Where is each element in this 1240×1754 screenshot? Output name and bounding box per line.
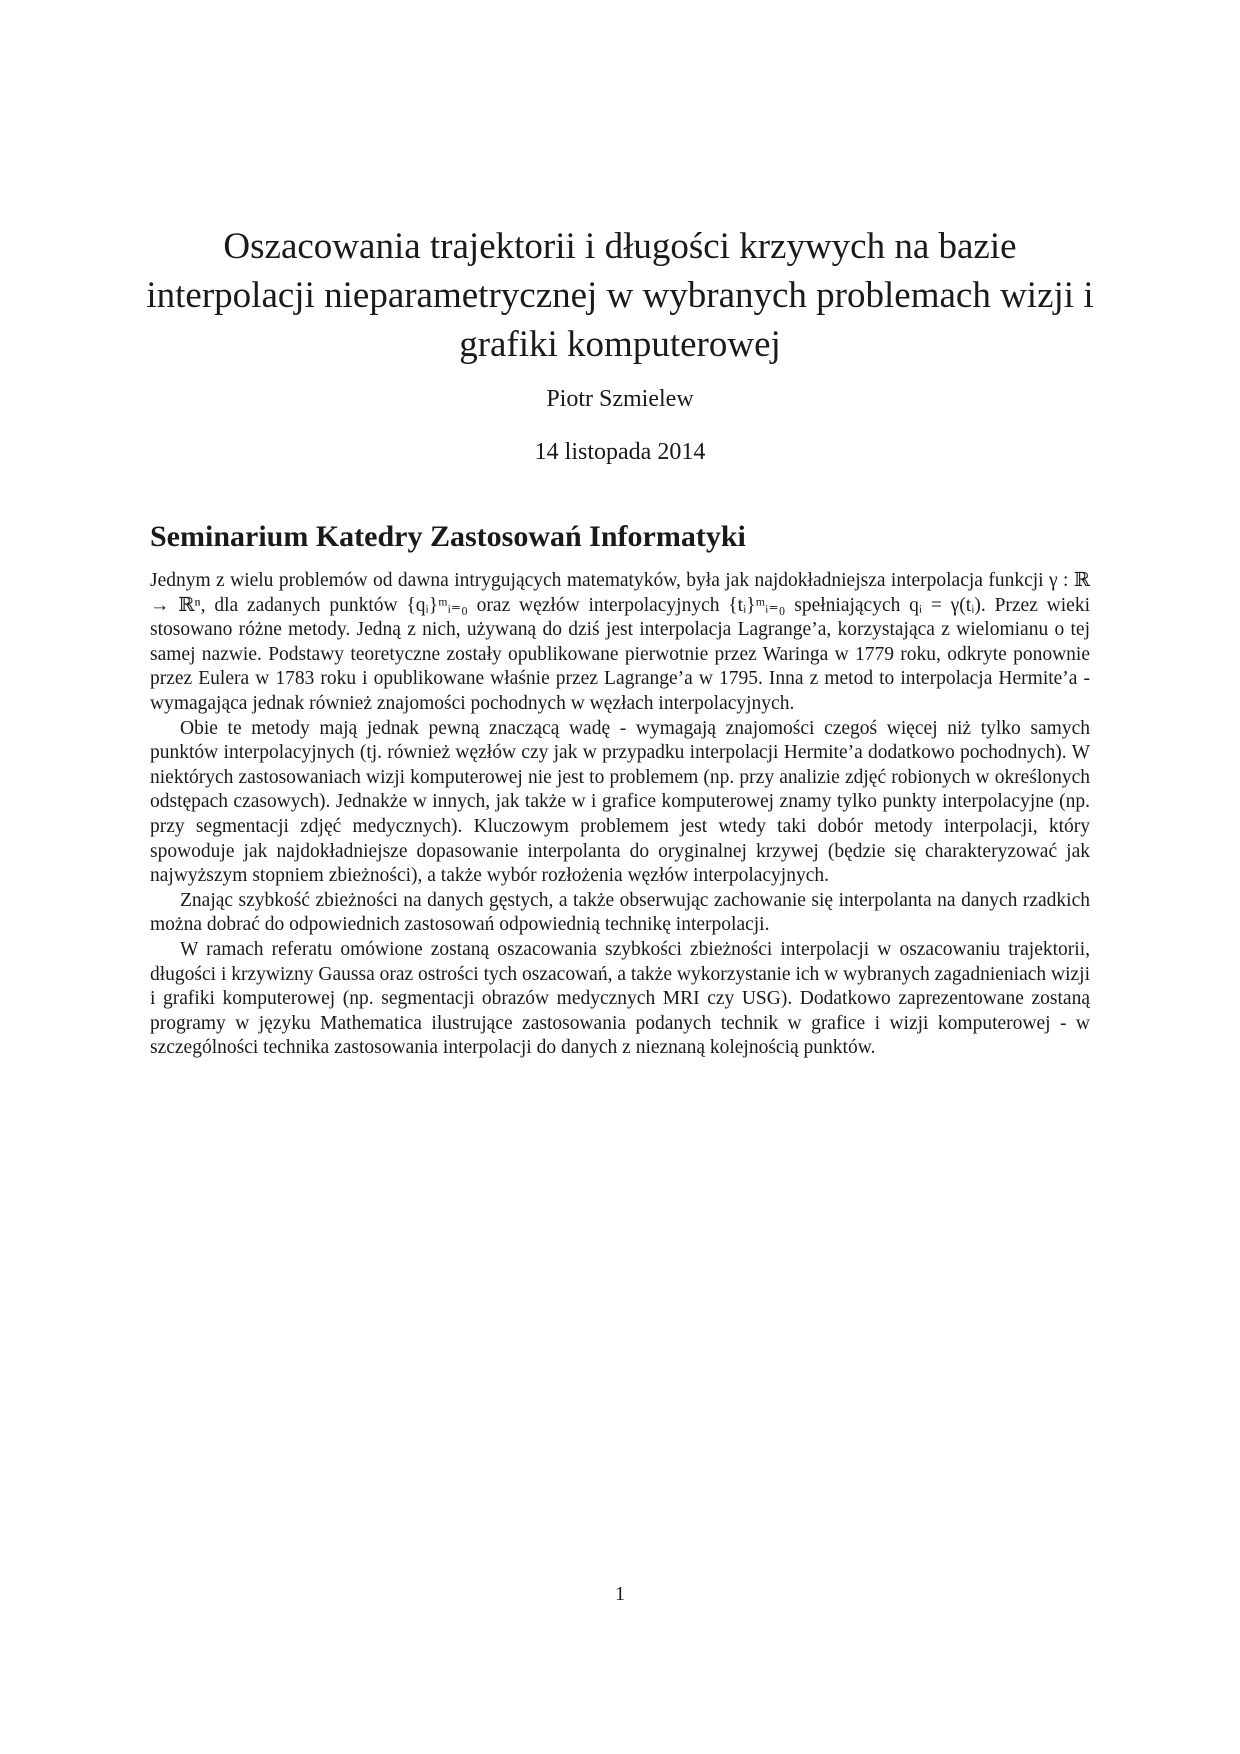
paragraph: Znając szybkość zbieżności na danych gęstych, a także obserwując zachowanie się interpolanta na danych rzadkich można dobrać do odpowiednich zastosowań odpowiednią technikę interpolacji. xyxy=(150,889,1090,936)
document-date: 14 listopada 2014 xyxy=(534,439,706,465)
abstract-body xyxy=(150,569,1090,1061)
document-title: Oszacowania trajektorii i długości krzywych na bazie interpolacji nieparametrycznej w wybranych problemach wizji i grafiki komputerowej xyxy=(146,226,1094,365)
author-name: Piotr Szmielew xyxy=(546,386,694,412)
page-number: 1 xyxy=(615,1583,625,1605)
section-heading: Seminarium Katedry Zastosowań Informatyki xyxy=(150,520,746,553)
paragraph: Jednym z wielu problemów od dawna intrygujących matematyków, była jak najdokładniejsza interpolacja funkcji γ : ℝ → ℝⁿ, dla zadanych punktów {qᵢ}ᵐᵢ₌₀ oraz węzłów interpolacyjnych {tᵢ}ᵐᵢ₌₀ spełniających qᵢ = γ(tᵢ). Przez wieki stosowano różne metody. Jedną z nich, używaną do dziś jest interpolacja Lagrange’a, korzystająca z wielomianu o tej samej nazwie. Podstawy teoretyczne zostały opublikowane pierwotnie przez Waringa w 1779 roku, odkryte ponownie przez Eulera w 1783 roku i opublikowane właśnie przez Lagrange’a w 1795. Inna z metod to interpolacja Hermite’a - wymagająca jednak również znajomości pochodnych w węzłach interpolacyjnych. xyxy=(150,570,1090,714)
paragraph: Obie te metody mają jednak pewną znaczącą wadę - wymagają znajomości czegoś więcej niż tylko samych punktów interpolacyjnych (tj. również węzłów czy jak w przypadku interpolacji Hermite’a dodatkowo pochodnych). W niektórych zastosowaniach wizji komputerowej nie jest to problemem (np. przy analizie zdjęć robionych w określonych odstępach czasowych). Jednakże w innych, jak także w i grafice komputerowej znamy tylko punkty interpolacyjne (np. przy segmentacji zdjęć medycznych). Kluczowym problemem jest wtedy taki dobór metody interpolacji, który spowoduje jak najdokładniejsze dopasowanie interpolanta do oryginalnej krzywej (będzie się charakteryzować jak najwyższym stopniem zbieżności), a także wybór rozłożenia węzłów interpolacyjnych. xyxy=(150,717,1090,887)
paragraph: W ramach referatu omówione zostaną oszacowania szybkości zbieżności interpolacji w oszacowaniu trajektorii, długości i krzywizny Gaussa oraz ostrości tych oszacowań, a także wykorzystanie ich w wybranych zagadnieniach wizji i grafiki komputerowej (np. segmentacji obrazów medycznych MRI czy USG). Dodatkowo zaprezentowane zostaną programy w języku Mathematica ilustrujące zastosowania podanych technik w grafice i wizji komputerowej - w szczególności technika zastosowania interpolacji do danych z nieznaną kolejnością punktów. xyxy=(150,938,1090,1059)
